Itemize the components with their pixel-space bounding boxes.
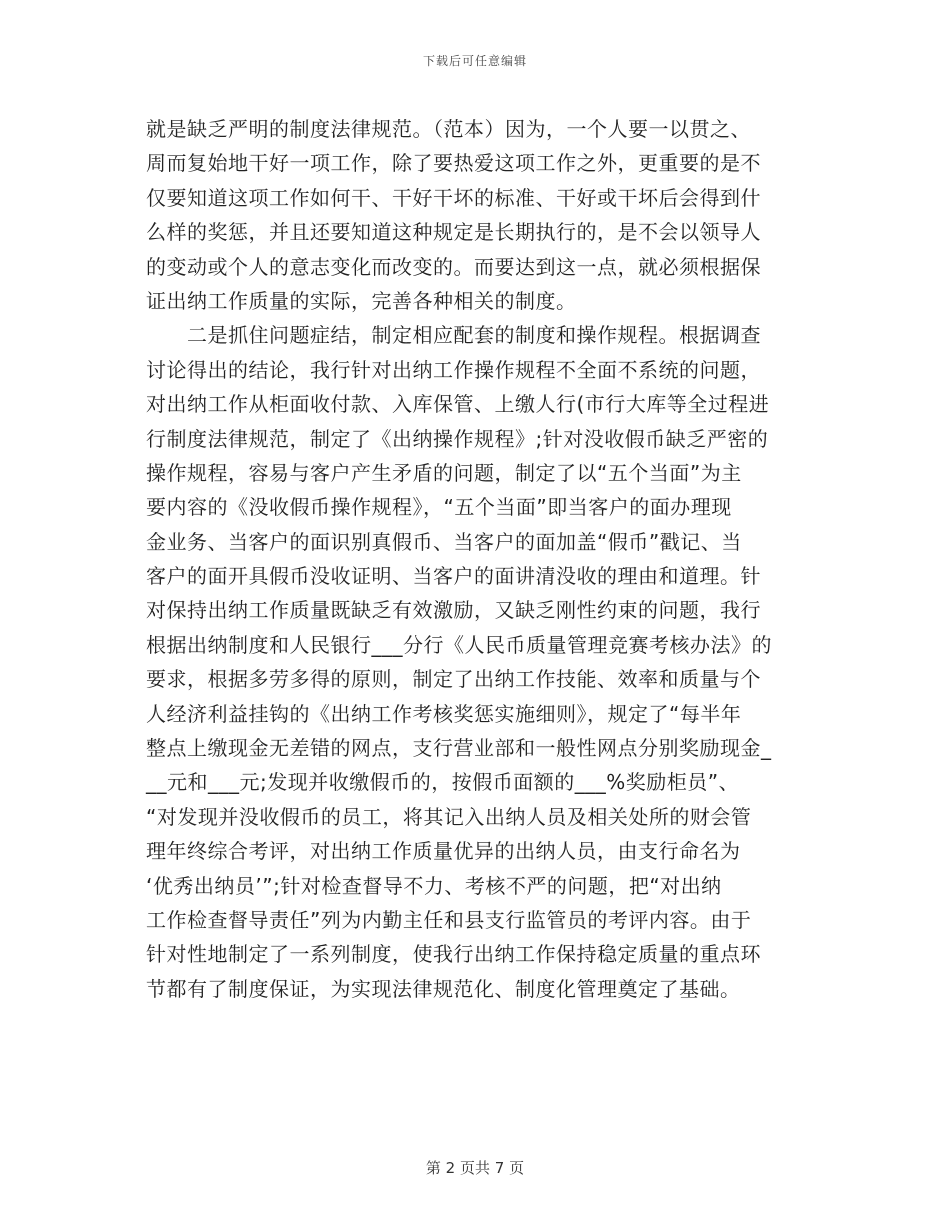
body-line: __元和___元;发现并收缴假币的，按假币面额的___%奖励柜员”、: [146, 770, 740, 795]
body-line: 工作检查督导责任”列为内勤主任和县支行监管员的考评内容。由于: [146, 907, 752, 932]
body-line: 金业务、当客户的面识别真假币、当客户的面加盖“假币”戳记、当: [146, 529, 742, 554]
page-header: 下载后可任意编辑: [422, 54, 527, 68]
body-line: 操作规程，容易与客户产生矛盾的问题，制定了以“五个当面”为主: [146, 460, 742, 485]
body-line: 仅要知道这项工作如何干、干好干坏的标准、干好或干坏后会得到什: [146, 185, 761, 210]
document-body: [146, 112, 806, 1006]
body-line: 的变动或个人的意志变化而改变的。而要达到这一点，就必须根据保: [146, 254, 761, 279]
body-line: 就是缺乏严明的制度法律规范。（范本）因为，一个人要一以贯之、: [146, 117, 751, 141]
body-line: 讨论得出的结论，我行针对出纳工作操作规程不全面不系统的问题，: [146, 357, 761, 382]
body-line: 对保持出纳工作质量既缺乏有效激励，又缺乏刚性约束的问题，我行: [146, 598, 761, 623]
body-line: 要求，根据多劳多得的原则，制定了出纳工作技能、效率和质量与个: [146, 667, 761, 692]
body-line: 节都有了制度保证，为实现法律规范化、制度化管理奠定了基础。: [146, 976, 741, 1001]
body-line: 人经济利益挂钩的《出纳工作考核奖惩实施细则》，规定了“每半年: [146, 701, 742, 726]
body-line: 整点上缴现金无差错的网点，支行营业部和一般性网点分别奖励现金_: [146, 736, 772, 761]
body-line: 针对性地制定了一系列制度，使我行出纳工作保持稳定质量的重点环: [146, 942, 761, 967]
body-line: 要内容的《没收假币操作规程》，“五个当面”即当客户的面办理现: [146, 495, 732, 520]
page-number: 第 2 页共 7 页: [425, 1159, 525, 1177]
body-line: 证出纳工作质量的实际，完善各种相关的制度。: [146, 288, 577, 313]
body-line: 么样的奖惩，并且还要知道这种规定是长期执行的，是不会以领导人: [146, 220, 761, 245]
paragraph-start-line: 二是抓住问题症结，制定相应配套的制度和操作规程。根据调查: [187, 323, 761, 348]
body-line: 周而复始地干好一项工作，除了要热爱这项工作之外，更重要的是不: [146, 151, 761, 176]
body-line: 对出纳工作从柜面收付款、入库保管、上缴人行(市行大库等全过程进: [146, 392, 770, 417]
body-line: “对发现并没收假币的员工，将其记入出纳人员及相关处所的财会管: [146, 804, 752, 829]
body-line: 客户的面开具假币没收证明、当客户的面讲清没收的理由和道理。针: [146, 564, 761, 589]
body-line: 根据出纳制度和人民银行___分行《人民币质量管理竞赛考核办法》的: [146, 632, 772, 657]
body-line: ‘优秀出纳员’”;针对检查督导不力、考核不严的问题，把“对出纳: [146, 873, 722, 898]
body-line: 行制度法律规范，制定了《出纳操作规程》;针对没收假币缺乏严密的: [146, 426, 769, 451]
body-line: 理年终综合考评，对出纳工作质量优异的出纳人员，由支行命名为: [146, 839, 741, 864]
